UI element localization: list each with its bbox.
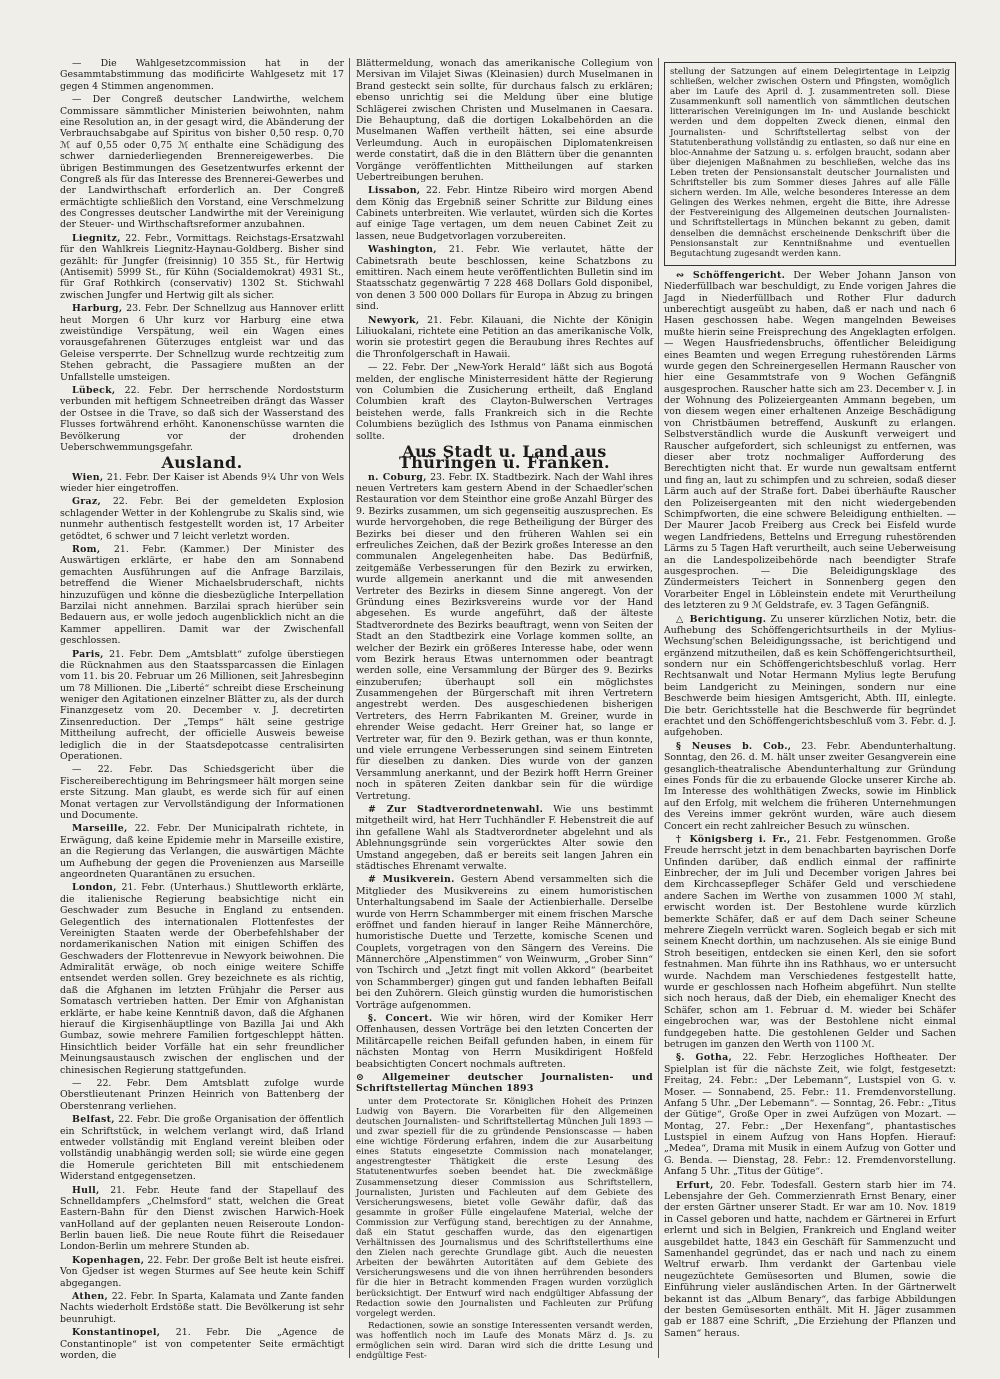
news-item [60,233,344,301]
dateline: Liegnitz, [72,232,121,244]
dateline: § Neuses b. Cob., [676,740,792,752]
news-item [664,834,956,1050]
column-rule [658,58,659,1358]
news-text: 21. Febr. Die „Agence de Constantinople“ ist von competenter Seite ermächtigt worden, die [60,1327,344,1361]
dateline: §. Concert. [368,1013,433,1025]
news-text: 22. Febr. In Sparta, Kalamata und Zante fanden Nachts wiederholt Erdstöße statt. Die Bevölkerung ist sehr beunruhigt. [60,1291,344,1325]
notice-text: stellung der Satzungen auf einem Delegirtentage in Leipzig schließen, welcher zwischen Ostern und Pfingsten, womöglich aber im Laufe des April d. J. zusammentreten soll. Diese Zusammenkunft soll namentlich von sämmtlichen deutschen litterarischen Vereinigungen im In- und Auslande beschickt werden und dem doppelten Zweck dienen, einmal den Journalisten- und Schriftstellertag selbst von der Statutenberathung vollständig zu entlasten, so daß nur eine en bloc-Annahme der Satzung u. s. erfolgen braucht, sodann aber über diejenigen Maßnahmen zu beschließen, welche das ins Leben treten der Pensionsanstalt deutscher Journalisten und Schriftsteller bis zum Sommer dieses Jahres auf alle Fälle sichern werden. Im Alle, welche besonderes Interesse an dem Gelingen des Werkes nehmen, ergeht die Bitte, ihre Adresse der Festvereinigung des Allgemeinen deutschen Journalisten- und Schriftstellertags in München bekannt zu geben, damit denselben die demnächst erscheinende Denkschrift über die Pensionsanstalt zur Kenntnißnahme und eventuellen Begutachtung zugesandt werden kann. [670,67,950,259]
news-text: — 22. Febr. Dem Amtsblatt zufolge wurde Oberstlieutenant Prinzen Heinrich von Battenberg der Oberstenrang verliehen. [60,1077,344,1112]
news-text: 20. Febr. Todesfall. Gestern starb hier im 74. Lebensjahre der Geh. Commerzienrath Ernst Benary, einer der ersten Gärtner unserer Stadt. Er war am 10. Nov. 1819 in Cassel geboren und hatte, nachdem er Gärtnerei in Erfurt erlernt und sich in Belgien, Frankreich und England weiter ausgebildet hatte, 1843 ein Geschäft für Sammenzucht und Samenhandel gegründet, das er nach und nach zu einem Weltruf erwarb. Ihm verdankt der Gartenbau viele neugezüchtete Gemüsesorten und Blumen, sowie die Einführung vieler ausländischen Arten. In der Gärtnerwelt bekannt ist das „Album Benary“, das farbige Abbildungen der besten Gemüsesorten enthält. Mit H. Jäger zusammen gab er 1887 eine Schrift, „Die Erziehung der Pflanzen und Samen“ heraus. [664,1179,956,1339]
paragraph: — Der Congreß deutscher Landwirthe, welchem Commissare sämmtlicher Ministerien beiwohnten, nahm eine Resolution an, in der gesagt wird, die Abänderung der Verbrauchsabgabe auf Spiritus von bisher 0,50 resp. 0,70 ℳ auf 0,55 oder 0,75 ℳ enthalte eine Schädigung des schwer darniederliegenden Brennereigewerbes. Die übrigen Bestimmungen des Gesetzentwurfes erkennt der Congreß als für das Interesse des Brennerei-Gewerbes und der Landwirthschaft erforderlich an. Der Congreß ermächtigte schließlich den Vorstand, eine Verschmelzung des Congresses deutscher Landwirthe mit der Vereinigung der Steuer- und Wirthschaftsreformer anzubahnen. [60,94,344,231]
notice-text: Redactionen, sowie an sonstige Interessenten versandt werden, was hoffentlich noch im Laufe des Monats März d. Js. zu ermöglichen sein wird. Daran wird sich die dritte Lesung und endgültige Fest- [356,1320,653,1362]
notice-title: ⊙ Allgemeiner deutscher Journalisten- und Schriftstellertag München 1893 [356,1071,653,1095]
news-text: 23. Febr. IX. Stadtbezirk. Nach der Wahl ihres neuen Vertreters kam gestern Abend in der Schaedler'schen Restauration vor dem Steinthor eine große Anzahl Bürger des 9. Bezirks zusammen, um sich gegenseitig auszusprechen. Es wurde hervorgehoben, die rege Betheiligung der Bürger des Bezirks bei dieser und den früheren Wahlen sei ein erfreuliches Zeichen, daß der Bezirk großes Interesse an den communalen Angelegenheiten habe. Das Bedürfniß, zeitgemäße Verbesserungen für den Bezirk zu erwirken, wurde allgemein anerkannt und die mit anwesenden Vertreter des Bezirks in diesem Sinne angeregt. Von der Gründung eines Bezirksvereins wurde vor der Hand abgesehen. Es wurde angeführt, daß der älteste Stadtverordnete des Bezirks beauftragt, wenn von Seiten der Stadt an den Stadtbezirk eine Vorlage kommen sollte, an welcher der Bezirk ein größeres Interesse habe, oder wenn vom Bezirk heraus Etwas unternommen oder beantragt werden solle, eine Versammlung der Bürger des 9. Bezirks einzuberufen; überhaupt soll ein möglichstes Zusammengehen der Bürgerschaft mit ihren Vertretern angestrebt werden. Des ausgeschiedenen bisherigen Vertreters, des Herrn Fabrikanten M. Greiner, wurde in ehrender Weise gedacht. Herr Greiner hat, so lange er Vertreter war, für den 9. Bezirk gethan, was er thun konnte, und viele errungene Verbesserungen sind seinem Eintreten für dieselben zu danken. Dies wurde von der ganzen Versammlung anerkannt, und der Bezirk hofft Herrn Greiner noch in späteren Zeiten dankbar sein für die würdige Vertretung. [356,471,653,802]
dateline: §. Gotha, [676,1052,733,1064]
dateline: Wien, [72,471,104,483]
dateline: Lissabon, [368,185,421,197]
news-item [664,741,956,832]
dateline: Belfast, [72,1114,115,1126]
column-2 [356,58,653,1363]
news-item [356,804,653,872]
news-text: Zu unserer kürzlichen Notiz, betr. die Aufhebung des Schöffengerichtsurtheils in der Mylius-Wechsung'schen Beleidigungssache, ist berichtigend und ergänzend mitzutheilen, daß es kein Schöffengerichtsurtheil, sondern nur ein Schöffengerichtsbeschluß vorlag. Herr Rechtsanwalt und Notar Hermann Mylius legte Berufung beim Landgericht zu Meiningen, sondern nur eine Beschwerde beim hiesigen Amtsgericht, Abth. III, einlegte. Die betr. Gerichtsstelle hat die Beschwerde für begründet erachtet und den Schöffengerichtsbeschluß vom 3. Febr. d. J. aufgehoben. [664,613,956,739]
news-item [356,1013,653,1070]
dateline: # Zur Stadtverordnetenwahl. [368,804,544,815]
dateline: Marseille, [72,823,128,835]
news-item [60,544,344,647]
dateline: Lübeck, [72,384,116,396]
news-text: 23. Febr. Der Schnellzug aus Hannover erlitt heut Morgen 6 Uhr kurz vor Harburg eine etwa zweistündige Verspätung, weil ein Wagen eines vorausgefahrenen Güterzuges entgleist war und das Geleise versperrte. Der Schnellzug wurde rechtzeitig zum Stehen gebracht, die Passagiere mußten an der Unfallstelle umsteigen. [60,303,345,383]
column-1 [60,58,344,1363]
news-text: 21. Febr. (Kammer.) Der Minister des Auswärtigen erklärte, er habe den am Sonnabend gemachten Ausführungen auf die Anfrage Barzilais, betreffend die Wiener Michaelsbruderschaft, nichts hinzuzufügen und könne die diesbezügliche Interpellation Barzilai nicht annehmen. Barzilai sprach hierüber sein Bedauern aus, er wolle jedoch augenblicklich nicht an die Kammer appelliren. Damit war der Zwischenfall geschlossen. [60,544,344,647]
news-item [60,1327,344,1361]
news-text: 22. Febr. Der Municipalrath richtete, in Erwägung, daß keine Epidemie mehr in Marseille existire, an die Regierung das Verlangen, die auswärtigen Mächte um Aufhebung der gegen die Provenienzen aus Marseille angeordneten Quarantänen zu ersuchen. [60,823,344,880]
dateline: London, [72,882,117,894]
news-item [60,1255,344,1289]
news-item [664,270,956,612]
news-item [60,1078,344,1112]
news-item [60,303,344,383]
news-text: 22. Febr. Bei der gemeldeten Explosion schlagender Wetter in der Kohlengrube zu Skalis sind, wie nunmehr authentisch festgestellt worden ist, 17 Arbeiter getödtet, 6 schwer und 7 leicht verletzt worden. [60,496,344,542]
news-text: 22. Febr. Der große Belt ist heute eisfrei. Von Gjedser ist wegen Sturmes auf See heute kein Schiff abgegangen. [60,1254,344,1289]
news-item [60,385,344,453]
news-item [60,764,344,821]
dateline: † Königsberg i. Fr., [676,833,791,845]
dateline: # Musikverein. [368,874,455,886]
news-text: Gestern Abend versammelten sich die Mitglieder des Musikvereins zu einem humoristischen Unterhaltungsabend im Saale der Actienbierhalle. Derselbe wurde von Herrn Schammberger mit einem frischen Marsche eröffnet und fanden hierauf in langer Reihe Männerchöre, humoristische Duette und Terzette, komische Scenen und Couplets, vorgetragen von den Sängern des Vereins. Die Männerchöre „Alpenstimmen“ von Weinwurm, „Grober Sinn“ von Tschirch und „Jetzt fingt mit vollen Akkord“ (bearbeitet von Schammberger) gingen gut und fanden lebhaften Beifall bei den Zuhörern. Gleich günstig wurden die humoristischen Vorträge aufgenommen. [356,874,654,1011]
news-text: 21. Febr. Heute fand der Stapellauf des Schnelldampfers „Chelmsford“ statt, welchen die Great Eastern-Bahn für den Dienst zwischen Harwich-Hoek vanHolland auf der geplanten neuen Reiseroute London-Berlin bauen ließ. Die neue Route führt die Reisedauer London-Berlin um mehrere Stunden ab. [60,1184,344,1253]
news-text: 22. Febr. Herzogliches Hoftheater. Der Spielplan ist für die nächste Zeit, wie folgt, festgesetzt: Freitag, 24. Febr.: „Der Lebemann“, Lustspiel von G. v. Moser. — Sonnabend, 25. Febr.: 11. Fremdenvorstellung. Anfang 5 Uhr. „Der Lebemann“. — Sonntag, 26. Febr.: „Titus der Gütige“, Große Oper in zwei Aufzügen von Mozart. — Montag, 27. Febr.: „Der Hexenfang“, phantastisches Lustspiel in einem Aufzug von Hans Hopfen. Hierauf: „Medea“, Drama mit Musik in einem Aufzug von Gotter und G. Benda. — Dienstag, 28. Febr.: 12. Fremdenvorstellung. Anfang 5 Uhr. „Titus der Gütige“. [664,1052,957,1178]
news-text: 22. Febr., Vormittags. Reichstags-Ersatzwahl für den Wahlkreis Liegnitz-Haynau-Goldberg. Bisher sind gezählt: für Jungfer (freisinnig) 10 355 St., für Hertwig (Antisemit) 5999 St., für Kühn (Socialdemokrat) 4931 St., für Graf Rothkirch (conservativ) 1302 St. Stichwahl zwischen Jungfer und Hertwig gilt als sicher. [60,232,344,301]
paragraph: — Die Wahlgesetzcommission hat in der Gesammtabstimmung das modificirte Wahlgesetz mit 17 gegen 4 Stimmen angenommen. [60,58,344,92]
news-item [60,823,344,880]
news-item [60,472,344,495]
news-text: 21. Febr. Dem „Amtsblatt“ zufolge überstiegen die Rücknahmen aus den Staatssparcassen die Einlagen vom 11. bis 20. Februar um 26 Millionen, seit Jahresbeginn um 78 Millionen. Die „Liberté“ schreibt diese Erscheinung weniger den Agitationen einzelner Blätter zu, als der durch Finanzgesetz vom 20. December v. J. decretirten Zinsenreduction. Der „Temps“ hält seine gestrige Mittheilung aufrecht, der officielle Ausweis beweise lediglich die in der Staatsdepotcasse centralisirten Operationen. [60,648,344,763]
news-text: 21. Febr. Wie verlautet, hätte der Cabinetsrath beute beschlossen, keine Schatzbons zu emittiren. Nach einem heute veröffentlichten Bulletin sind im Staatsschatz gegenwärtig 7 228 468 Dollars Gold disponibel, von denen 3 500 000 Dollars für Europa in Abzug zu bringen sind. [356,244,653,313]
news-item [60,1114,344,1182]
news-text: 21. Febr. Der Kaiser ist Abends 9¼ Uhr von Wels wieder hier eingetroffen. [60,471,345,495]
news-text: 22. Febr. Die große Organisation der öffentlich ein Schriftstück, in welchem verlangt wird, daß Irland entweder vollständig mit England vereint bleiben oder vollständig unabhängig werden soll; sie würde eine gegen die Homerule gerichteten Bill mit entschiedenem Widerstand entgegensetzen. [60,1114,344,1183]
section-title: Ausland. [161,453,243,473]
news-item [60,496,344,542]
news-text: 23. Febr. Abendunterhaltung. Sonntag, den 26. d. M. hält unser zweiter Gesangverein eine gesanglich-theatralische Abendunterhaltung zur Gründung eines Fonds für die zu erbauende Glocke unserer Kirche ab. Im Interesse des wohlthätigen Zwecks, sowie im Hinblick auf den Erfolg, mit welchem die früheren Unternehmungen des Vereins immer gekrönt wurden, wäre auch diesem Concert ein recht zahlreicher Besuch zu wünschen. [664,740,956,832]
dateline: Erfurt, [676,1179,714,1191]
dateline: ∾ Schöffengericht. [676,269,786,281]
dateline: Hull, [72,1184,100,1196]
dateline: Graz, [72,496,102,508]
section-title: Aus Stadt u. Land aus Thüringen u. Franken. [398,441,611,473]
news-item [356,315,653,361]
notice-text: unter dem Protectorate Sr. Königlichen Hoheit des Prinzen Ludwig von Bayern. Die Vorarbeiten für den Allgemeinen deutschen Journalisten- und Schriftstellertag München Juli 1893 — und zwar speziell für die zu gründende Pensionscasse — haben eine wichtige Förderung erfahren, indem die zur Ausarbeitung eines Statuts eingesetzte Commission nach monatelanger, angestrengtester Thätigkeit die erste Lesung des Statutenentwurfes soeben beendet hat. Die zweckmäßige Zusammensetzung dieser Commission aus Schriftstellern, Journalisten, Juristen und Fachleuten auf dem Gebiete des Versicherungswesens, bietet volle Gewähr dafür, daß das gesammte in großer Fülle eingelaufene Material, welche der Commission zur Verfügung stand, berechtigen zu der Annahme, daß ein Statut geschaffen wurde, das den eigenartigen Verhältnissen des Journalismus und des Schriftstellerthums eine den Zielen nach gerechte Grundlage gibt. Auch die neuesten Arbeiten der bewährten Autoritäten auf dem Gebiete des Versicherungswesens und die von ihnen herrührenden besonders für die hier in Betracht kommenden Fragen wurden vorzüglich berücksichtigt. Der Entwurf wird nach endgültiger Abfassung der Redaction sowie den Journalisten und Fachleuten zur Prüfung vorgelegt werden. [356,1096,653,1319]
dateline: Konstantinopel, [72,1327,161,1339]
news-text: 21. Febr. Kilauani, die Nichte der Königin Liliuokalani, richtete eine Petition an das amerikanische Volk, worin sie protestirt gegen die Beraubung ihres Rechtes auf die Thronfolgerschaft in Hawaii. [356,314,653,360]
notice-box [664,62,956,266]
news-text: 21. Febr. Festgenommen. Große Freude herrscht jetzt in dem benachbarten bayrischen Dorfe Unfinden darüber, daß endlich einmal der raffinirte Einbrecher, der im Juli und December vorigen Jahres bei dem Kirchcassepfleger Schäfer Geld und verschiedene andere Sachen im Werthe von zusammen 1000 ℳ stahl, erwischt worden ist. Der Bestohlene wurde kürzlich bemerkte Schäfer, daß er auf dem Dach seiner Scheune mehrere Ziegeln verrückt waren. Sogleich begab er sich mit seinem Knecht dorthin, um nachzusehen. Als sie einige Bund Stroh beseitigen, entdecken sie einen Kerl, den sie sofort festnahmen. Man führte ihn ins Rathhaus, wo er untersucht wurde. Nachdem man Verschiedenes festgestellt hatte, wurde er geschlossen nach Hofheim abgeführt. Nun stellte sich noch heraus, daß der Dieb, ein ehemaliger Knecht des Schäfer, schon am 1. Februar d. M. wieder bei Schäfer eingebrochen war, was der Bestohlene nicht einmal fundgegeben hatte. Die gestohlenen Gelder und Sachen betrugen im ganzen den Werth von 1100 ℳ. [664,833,956,1050]
news-text: Wie wir hören, wird der Komiker Herr Offenhausen, dessen Vorträge bei den letzten Concerten der Militärcapelle reichen Beifall gefunden haben, in einem für nächsten Montag von Herrn Musikdirigent Hoßfeld beabsichtigten Concert nochmals auftreten. [356,1013,654,1070]
notice [356,1072,653,1095]
news-item [60,882,344,1076]
column-3 [664,58,956,1341]
column-rule [349,58,350,1358]
news-text: 21. Febr. (Unterhaus.) Shuttleworth erklärte, die italienische Regierung beabsichtige nicht ein Geschwader zum Besuche in England zu entsenden. Gelegentlich des internationalen Flottenfestes der Vereinigten Staaten werde der Oberbefehlshaber der nordamerikanischen Nation mit einigen Schiffen des Geschwaders der Flottenrevue in Newyork beiwohnen. Die Admiralität erwäge, ob noch einige weitere Schiffe entsendet werden sollen. Grey bezeichnete es als richtig, daß die Afghanen im letzten Frühjahr die Perser aus Somatasch vertrieben hatten. Der Emir von Afghanistan erklärte, er habe keine Kenntniß davon, daß die Afghanen hierauf die Kirgisenhäuptlinge von Bazilla Jai und Akh Gumbaz, sowie mehrere Familien fortgeschleppt hätten. Hinsichtlich beider Vorfälle hat ein sehr freundlicher Meinungsaustausch zwischen der englischen und der chinesischen Regierung stattgefunden. [60,882,344,1076]
dateline: Kopenhagen, [72,1254,145,1266]
news-item [664,1180,956,1339]
news-item [356,362,653,442]
dateline: Paris, [72,648,104,660]
dateline: n. Coburg, [368,471,427,483]
dateline: Athen, [72,1291,109,1303]
news-text: Der Weber Johann Janson von Niederfüllbach war beschuldigt, zu Ende vorigen Jahres die Jagd in Niederfüllbach und Rother Flur dadurch unberechtigt ausgeübt zu haben, daß er nach und nach 6 Hasen geschossen habe. Wegen mangelnden Beweises mußte hierin seine Freisprechung des Angeklagten erfolgen. — Wegen Hausfriedensbruchs, öffentlicher Beleidigung eines Beamten und wegen Erregung ruhestörenden Lärms wurde gegen den Schreinergesellen Hermann Rauscher von hier eine Gesammtstrafe von 9 Wochen Gefängniß ausgesprochen. Rauscher hatte sich am 23. December v. J. in der Wohnung des Polizeiergeanten Ammann begeben, um von diesem wegen einer erhaltenen Anzeige Beschädigung von Christbäumen betreffend, Auskunft zu erlangen. Selbstverständlich wurde die Auskunft verweigert und Rauscher aufgefordert, sich schleunigst zu entfernen, was dieser aber trotz nochmaliger Aufforderung des Berechtigten nicht that. Er wurde nun gewaltsam entfernt und fing an, laut zu schimpfen und zu schreien, sodaß dieser Lärm auch auf der Straße fort. Dabei überhäufte Rauscher den Polizeisergeanten mit den nicht wiedergebenden Schimpfworten, die eine schwere Beleidigung enthielten. — Der Maurer Jacob Freiberg aus Creck bei Eisfeld wurde wegen Landfriedens, Bettelns und Erregung ruhestörenden Lärms zu 5 Tagen Haft verurtheilt, auch seine Ueberweisung an die Landespolizeibehörde nach beendigter Strafe ausgesprochen. — Die Beleidigungsklage des Zündermeisters Teichert in Sonnenberg gegen den Vorarbeiter Engel in Löbleinstein endete mit Verurtheilung des letzteren zu 9 ℳ Geldstrafe, ev. 3 Tagen Gefängniß. [664,269,956,612]
dateline: Washington, [368,244,437,256]
news-item [356,185,653,242]
dateline: Newyork, [368,314,420,326]
news-text: 22. Febr. Der herrschende Nordoststurm verbunden mit heftigem Schneetreiben drängt das Wasser der Ostsee in die Trave, so daß sich der Wasserstand des Flusses fortwährend erhöht. Kanonenschüsse warnten die Bevölkerung vor der drohenden Ueberschwemmungsgefahr. [60,384,345,453]
news-text: — 22. Febr. Das Schiedsgericht über die Fischereiberechtigung im Behringsmeer hält morgen seine erste Sitzung. Man glaubt, es werde sich für auf einen Monat vertagen zur Vervollständigung der Informationen und Documente. [60,764,344,821]
news-text: — 22. Febr. Der „New-York Herald“ läßt sich aus Bogotá melden, der englische Ministerresident hätte der Regierung von Columbien die Zusicherung ertheilt, daß England Columbien kraft des Clayton-Bulwerschen Vertrages beistehen werde, falls Frankreich sich in die Rechte Columbiens bezüglich des Isthmus von Panama einmischen sollte. [356,362,653,442]
news-text: Wie uns bestimmt mitgetheilt wird, hat Herr Tuchhändler F. Hebenstreit die auf ihn gefallene Wahl als Stadtverordneter abgelehnt und als Ablehnungsgründe sein vorgerücktes Alter sowie den Umstand angegeben, daß er bereits seit langen Jahren ein städtisches Ehrenamt verwalte. [356,804,653,872]
news-item [664,1052,956,1177]
dateline: Rom, [72,544,101,556]
news-item [356,874,653,1011]
news-item [664,614,956,739]
news-item [356,472,653,802]
news-item [60,1291,344,1325]
news-item [60,649,344,763]
news-item [60,1185,344,1253]
news-text: 22. Febr. Hintze Ribeiro wird morgen Abend dem König das Ergebniß seiner Schritte zur Bildung eines Cabinets unterbreiten. Wie verlautet, würden sich die Kortes auf einige Tage vertagen, um dem neuen Cabinet Zeit zu lassen, neue Budgetvorlagen vorzubereiten. [356,185,653,242]
dateline: △ Berichtigung. [676,613,767,625]
news-item [356,244,653,312]
paragraph: Blättermeldung, wonach das amerikanische Collegium von Mersivan im Vilajet Siwas (Kleinasien) durch Muselmanen in Brand gesteckt sein sollte, für durchaus falsch zu erklären; ebenso unrichtig sei die Meldung über eine blutige Schlägerei zwischen Christen und Muselmanen in Caesara. Die Behauptung, daß die dortigen Lokalbehörden an die Muselmanen Waffen vertheilt hätten, sei eine absurde Verleumdung. Auch in europäischen Diplomatenkreisen werde constatirt, daß die in den Blättern über die genannten Vorgänge veröffentlichten Mittheilungen auf starken Uebertreibungen beruhen. [356,58,653,183]
dateline: Harburg, [72,303,123,315]
